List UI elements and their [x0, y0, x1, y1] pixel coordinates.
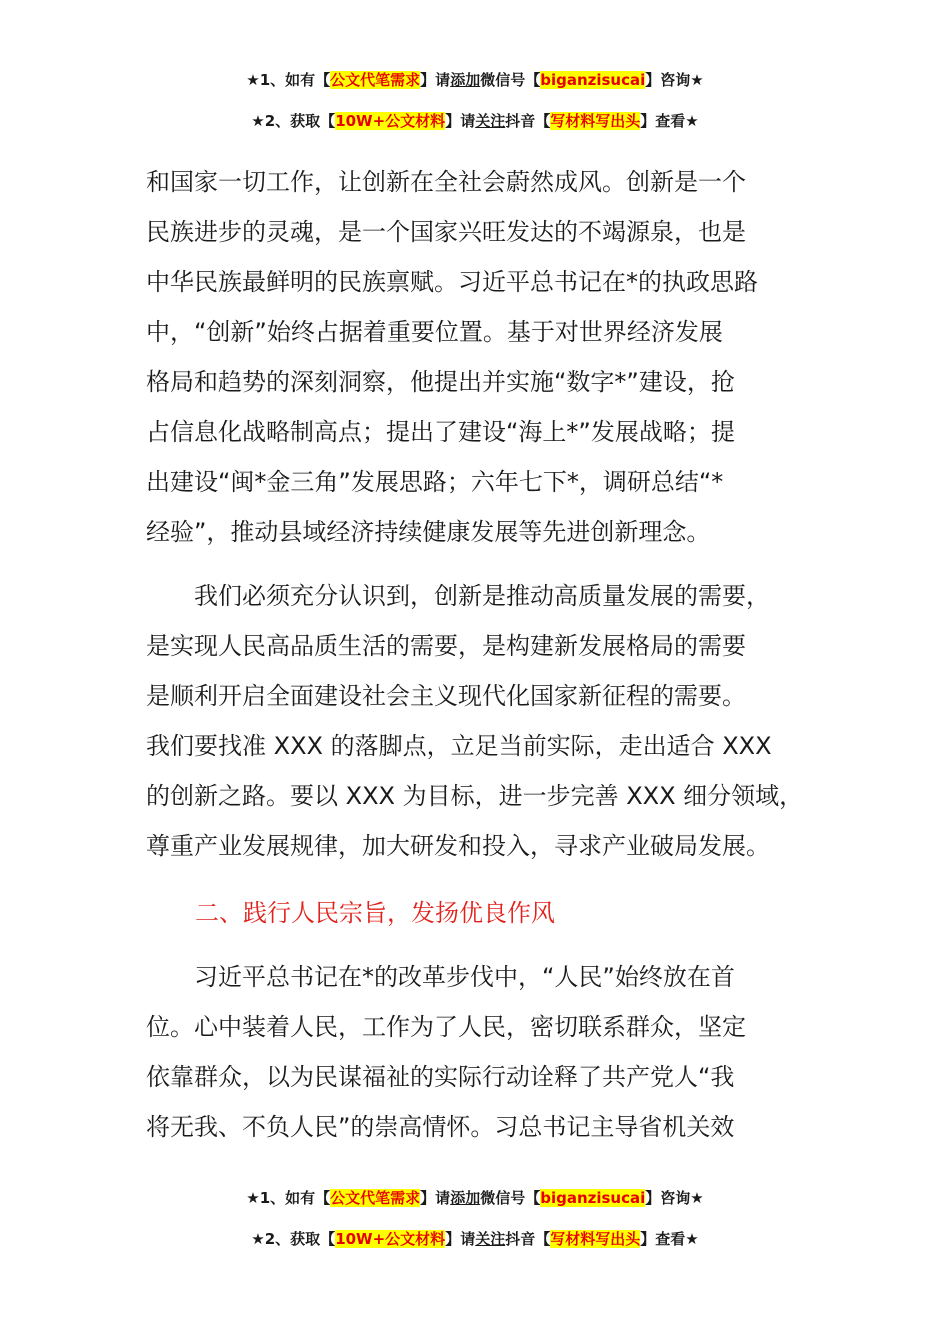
text-line: 是顺利开启全面建设社会主义现代化国家新征程的需要。 [146, 682, 746, 710]
paragraph-innovation [146, 157, 836, 557]
text-line: 将无我、不负人民”的崇高情怀。习总书记主导省机关效 [146, 1113, 735, 1141]
text-line: 是实现人民高品质生活的需要，是构建新发展格局的需要 [146, 632, 746, 660]
paragraph-high-quality-development [146, 571, 836, 871]
text-line: 我们必须充分认识到，创新是推动高质量发展的需要， [146, 582, 770, 610]
highlight-materials: 10W+公文材料 [335, 112, 446, 130]
top-banner-line-1: ★1、如有【公文代笔需求】请添加微信号【biganzisucai】咨询★ [246, 71, 704, 89]
highlight-douyin: 写材料写出头 [550, 112, 641, 130]
text-line: 占信息化战略制高点；提出了建设“海上*”发展战略；提 [146, 418, 735, 446]
text-line: 和国家一切工作，让创新在全社会蔚然成风。创新是一个 [146, 168, 746, 196]
highlight-materials: 10W+公文材料 [335, 1230, 446, 1248]
text-line: 位。心中装着人民，工作为了人民，密切联系群众，坚定 [146, 1013, 746, 1041]
text-line: 中，“创新”始终占据着重要位置。基于对世界经济发展 [146, 318, 723, 346]
bottom-banner-line-2: ★2、获取【10W+公文材料】请关注抖音【写材料写出头】查看★ [251, 1230, 699, 1248]
highlight-douyin: 写材料写出头 [550, 1230, 641, 1248]
text-line: 经验”，推动县域经济持续健康发展等先进创新理念。 [146, 518, 711, 546]
text-line: 的创新之路。要以 XXX 为目标，进一步完善 XXX 细分领域， [146, 782, 804, 810]
section-heading: 二、践行人民宗旨，发扬优良作风 [195, 899, 555, 927]
highlight-wechat-id: biganzisucai [540, 1189, 646, 1207]
paragraph-people-first [146, 952, 836, 1152]
text-line: 习近平总书记在*的改革步伐中，“人民”始终放在首 [146, 963, 735, 991]
text-line: 民族进步的灵魂，是一个国家兴旺发达的不竭源泉，也是 [146, 218, 746, 246]
text-line: 尊重产业发展规律，加大研发和投入，寻求产业破局发展。 [146, 832, 770, 860]
text-line: 格局和趋势的深刻洞察，他提出并实施“数字*”建设，抢 [146, 368, 735, 396]
highlight-wechat-id: biganzisucai [540, 71, 646, 89]
text-line: 出建设“闽*金三角”发展思路；六年七下*，调研总结“* [146, 468, 724, 496]
highlight-service: 公文代笔需求 [330, 71, 421, 89]
text-line: 中华民族最鲜明的民族禀赋。习近平总书记在*的执政思路 [146, 268, 758, 296]
text-line: 依靠群众，以为民谋福祉的实际行动诠释了共产党人“我 [146, 1063, 735, 1091]
text-line: 我们要找准 XXX 的落脚点，立足当前实际，走出适合 XXX [146, 732, 772, 760]
top-banner-line-2: ★2、获取【10W+公文材料】请关注抖音【写材料写出头】查看★ [251, 112, 699, 130]
bottom-banner-line-1: ★1、如有【公文代笔需求】请添加微信号【biganzisucai】咨询★ [246, 1189, 704, 1207]
highlight-service: 公文代笔需求 [330, 1189, 421, 1207]
